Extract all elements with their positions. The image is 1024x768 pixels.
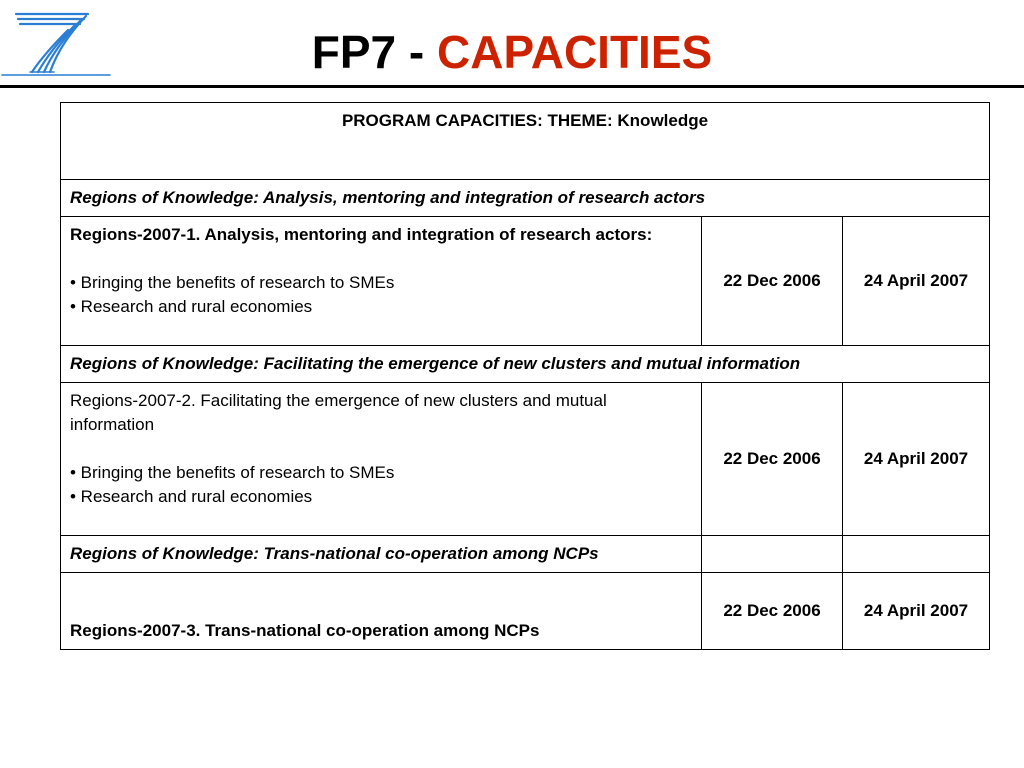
call-title: Regions-2007-1. Analysis, mentoring and integration of research actors:: [70, 225, 653, 244]
title-accent: CAPACITIES: [437, 26, 713, 78]
empty-cell: [702, 536, 843, 573]
date-open: 22 Dec 2006: [702, 383, 843, 536]
call-description: [61, 217, 702, 346]
capacities-table: [60, 102, 990, 650]
date-open: 22 Dec 2006: [702, 573, 843, 650]
table-row: [61, 383, 990, 536]
bullet-item: • Research and rural economies: [70, 487, 313, 506]
table-row: [61, 217, 990, 346]
section-row: [61, 180, 990, 217]
call-description: [61, 383, 702, 536]
date-close: 24 April 2007: [843, 383, 990, 536]
table-row: [61, 573, 990, 650]
program-header-row: [61, 103, 990, 180]
section-row: [61, 346, 990, 383]
date-close: 24 April 2007: [843, 573, 990, 650]
section-title: Regions of Knowledge: Facilitating the emergence of new clusters and mutual information: [61, 346, 990, 383]
section-title: Regions of Knowledge: Trans-national co-operation among NCPs: [61, 536, 702, 573]
page-title: [0, 22, 1024, 82]
section-row: [61, 536, 990, 573]
bullet-item: • Bringing the benefits of research to SMEs: [70, 463, 395, 482]
date-close: 24 April 2007: [843, 217, 990, 346]
bullet-item: • Bringing the benefits of research to SMEs: [70, 273, 395, 292]
call-title: Regions-2007-2. Facilitating the emergence of new clusters and mutual information: [70, 391, 607, 434]
bullet-item: • Research and rural economies: [70, 297, 313, 316]
empty-cell: [843, 536, 990, 573]
date-open: 22 Dec 2006: [702, 217, 843, 346]
program-header: PROGRAM CAPACITIES: THEME: Knowledge: [61, 103, 990, 180]
title-prefix: FP7 -: [311, 26, 438, 78]
title-divider: [0, 85, 1024, 88]
section-title: Regions of Knowledge: Analysis, mentoring and integration of research actors: [61, 180, 990, 217]
call-title: Regions-2007-3. Trans-national co-operation among NCPs: [61, 573, 702, 650]
